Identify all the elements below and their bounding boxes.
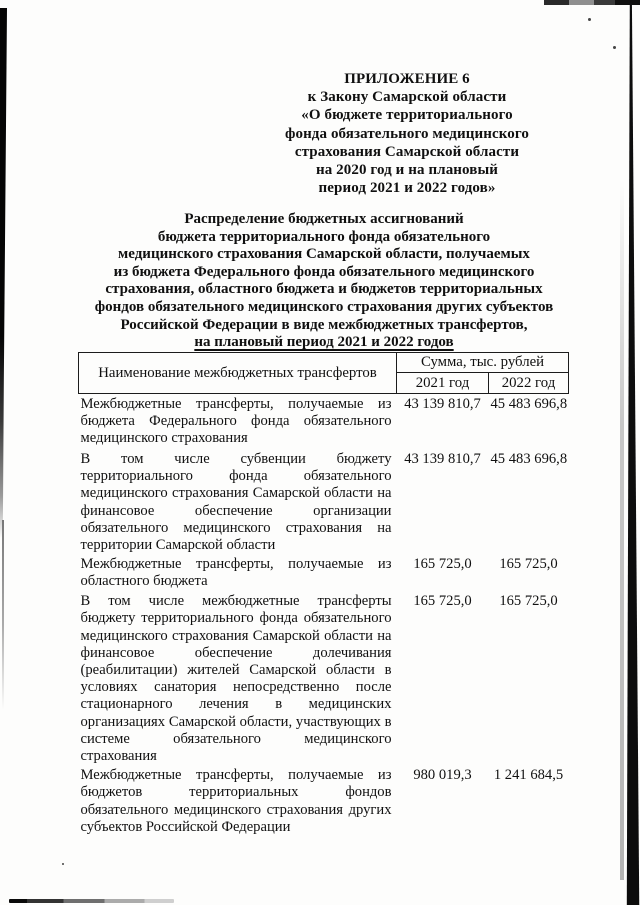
scan-artifact-right-halo: [620, 180, 624, 880]
row-2022-cell: 165 725,0: [499, 593, 558, 610]
appendix-header: [272, 70, 542, 197]
appendix-line: фонда обязательного медицинского: [284, 125, 530, 142]
appendix-line: «О бюджете территориального: [301, 107, 513, 124]
col-header-2021: 2021 год: [397, 373, 489, 394]
row-2022-cell: 45 483 696,8: [490, 396, 568, 412]
title-line: медицинского страхования Самарской области, получаемых: [118, 246, 530, 263]
row-2021-cell: 980 019,3: [413, 767, 472, 784]
appendix-line: период 2021 и 2022 годов»: [318, 180, 496, 197]
row-2021-cell: 43 139 810,7: [404, 396, 481, 412]
row-2021-cell: 165 725,0: [413, 556, 472, 573]
row-name-cell: Межбюджетные трансферты, получаемые из областного бюджета: [80, 556, 392, 590]
row-2022-cell: 1 241 684,5: [493, 767, 564, 784]
title-line: фондов обязательного медицинского страхования других субъектов: [94, 298, 554, 315]
scan-artifact-right-edge: [625, 0, 640, 905]
appendix-line: ПРИЛОЖЕНИЕ 6: [344, 71, 470, 87]
title-line-period: на плановый период 2021 и 2022 годов: [194, 334, 454, 351]
col-header-name: Наименование межбюджетных трансфертов: [79, 353, 397, 394]
col-header-2022: 2022 год: [489, 373, 569, 394]
row-2022-cell: 45 483 696,8: [490, 451, 568, 467]
table-row: [79, 591, 569, 765]
row-2021-cell: 165 725,0: [413, 593, 472, 610]
row-2022-cell: 165 725,0: [499, 556, 558, 573]
scan-artifact-top-right: [544, 0, 640, 5]
title-line: бюджета территориального фонда обязательного: [157, 228, 491, 245]
appendix-line: к Закону Самарской области: [307, 89, 507, 106]
table-row: [79, 449, 569, 554]
title-line: Распределение бюджетных ассигнований: [184, 211, 464, 227]
table-row: [79, 554, 569, 591]
scan-artifact-left-edge: [0, 8, 7, 538]
title-line: из бюджета Федерального фонда обязательного медицинского: [113, 263, 535, 280]
title-line: Российской Федерации в виде межбюджетных трансфертов,: [120, 316, 528, 333]
col-header-sum: Сумма, тыс. рублей: [397, 353, 569, 373]
scan-speck: [613, 46, 616, 49]
document-title: [60, 211, 588, 352]
row-2021-cell: 43 139 810,7: [404, 451, 481, 467]
title-line: страхования, областного бюджета и бюджетов территориальных: [105, 281, 543, 298]
transfers-table: [78, 352, 569, 852]
scan-speck: [588, 18, 591, 21]
scan-speck: [62, 863, 64, 865]
row-name-cell: Межбюджетные трансферты, получаемые из бюджетов территориальных фондов обязательного медицинского страхования других субъектов Российской Федерации: [80, 767, 392, 835]
row-name-cell: В том числе межбюджетные трансферты бюджету территориального фонда обязательного медицинского страхования Самарской области на финансовое обеспечение долечивания (реабилитации) жителей Самарской области в условиях санатория непосредственно после стационарного лечения в медицинских организациях Самарской области, участвующих в системе обязательного медицинского страхования: [80, 593, 392, 765]
row-name-cell: Межбюджетные трансферты, получаемые из бюджета Федерального фонда обязательного медицинского страхования: [80, 396, 392, 447]
scan-artifact-bottom-smudge: [9, 899, 174, 903]
appendix-line: страхования Самарской области: [294, 143, 520, 160]
scan-artifact-left-edge-tail: [2, 520, 4, 710]
row-name-cell: В том числе субвенции бюджету территориального фонда обязательного медицинского страхования Самарской области на финансовое обеспечение организации обязательного медицинского страхования на территории Самарской области: [80, 451, 392, 554]
appendix-line: на 2020 год и на плановый: [315, 162, 499, 179]
table-row: [79, 765, 569, 852]
table-row: [79, 394, 569, 450]
